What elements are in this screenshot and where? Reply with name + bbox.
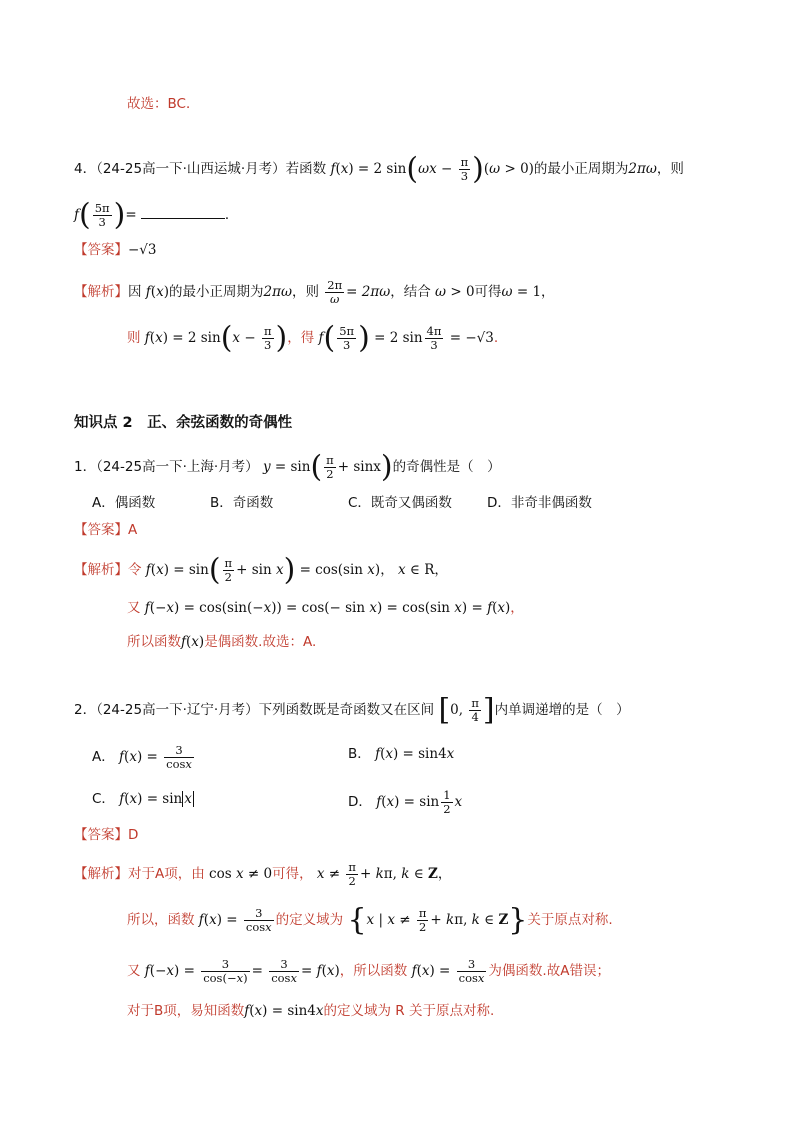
- q4-analysis-2: 则 f(x) = 2 sin(x − $\frac{\pi}{3}$ )，得 f( $\frac{5\pi}{3}$ ) = 2 sin $\frac{4\pi}{3}$ = −√3.: [127, 320, 499, 356]
- s2q1-answer: 【答案】A: [74, 522, 138, 538]
- s2q2-option-b[interactable]: B． f(x) = sin4x: [348, 746, 455, 762]
- s2q1-option-a[interactable]: A．偶函数: [92, 495, 156, 511]
- q4-answer: 【答案】−√3: [74, 242, 157, 258]
- s2q1-analysis-2: 又 f(−x) = cos(sin(−x)) = cos(− sin x) = cos(sin x) = f(x)，: [127, 600, 524, 616]
- q4-stem: 4．（24-25高一下·山西运城·月考）若函数 f(x) = 2 sin(ωx − $\frac{\pi}{3}$ )(ω > 0)的最小正周期为2πω，则: [74, 151, 684, 187]
- s2q2-stem: 2．（24-25高一下·辽宁·月考）下列函数既是奇函数又在区间 [0, $\frac{\pi}{4}$ ]内单调递增的是（ ）: [74, 692, 630, 728]
- s2q2-option-d[interactable]: D． f(x) = sin $\frac{1}{2}$ x: [348, 788, 463, 816]
- s2q2-answer: 【答案】D: [74, 827, 139, 843]
- q4-period: 2πω: [628, 161, 657, 177]
- s2q2-analysis-4: 对于B项，易知函数f(x) = sin4x的定义域为 R 关于原点对称.: [127, 1003, 495, 1019]
- s2q1-analysis-1: 【解析】令 f(x) = sin( $\frac{\pi}{2}$ + sin x) = cos(sin x)， x ∈ R，: [74, 552, 448, 588]
- section-title: 知识点 2 正、余弦函数的奇偶性: [74, 415, 293, 431]
- q4-function-expr: f(x) = 2 sin(ωx − $\frac{\pi}{3}$ )(ω > 0): [330, 151, 534, 187]
- s2q1-option-b[interactable]: B．奇函数: [210, 495, 274, 511]
- s2q1-option-d[interactable]: D．非奇非偶函数: [487, 495, 592, 511]
- q4-analysis-1: 【解析】因 f(x)的最小正周期为2πω，则 $\frac{2\pi}{\omega}$ = 2πω，结合 ω > 0可得ω = 1，: [74, 278, 555, 306]
- s2q1-analysis-3: 所以函数f(x)是偶函数.故选：A.: [127, 634, 317, 650]
- s2q2-option-c[interactable]: C． f(x) = sin x: [92, 791, 192, 807]
- q4-number: 4．: [74, 161, 97, 177]
- prev-conclusion: 故选：BC．: [127, 96, 200, 112]
- s2q2-analysis-3: 又 f(−x) = $\frac{3}{\cos(-x)}$ = $\frac{3}{\cos x}$ = f(x)，所以函数 f(x) = $\frac{3}{\cos x}$ 为偶函数.故A错误；: [127, 957, 610, 985]
- answer-blank: [141, 206, 225, 219]
- s2q2-analysis-2: 所以，函数 f(x) = $\frac{3}{\cos x}$ 的定义域为 {x | x ≠ $\frac{\pi}{2}$ + kπ, k ∈ Z}关于原点对称.: [127, 902, 613, 938]
- q4-blank-line: f( $\frac{5\pi}{3}$ )= ．: [74, 197, 239, 233]
- s2q2-analysis-1: 【解析】对于A项，由 cos x ≠ 0可得， x ≠ $\frac{\pi}{2}$ + kπ, k ∈ Z，: [74, 860, 452, 888]
- q4-source: （24-25高一下·山西运城·月考）: [96, 161, 286, 177]
- s2q1-stem: 1．（24-25高一下·上海·月考） y = sin( $\frac{\pi}{2}$ + sinx)的奇偶性是（ ）: [74, 449, 501, 485]
- s2q1-option-c[interactable]: C．既奇又偶函数: [348, 495, 452, 511]
- s2q2-option-a[interactable]: A． f(x) = $\frac{3}{\cos x}$: [92, 743, 192, 771]
